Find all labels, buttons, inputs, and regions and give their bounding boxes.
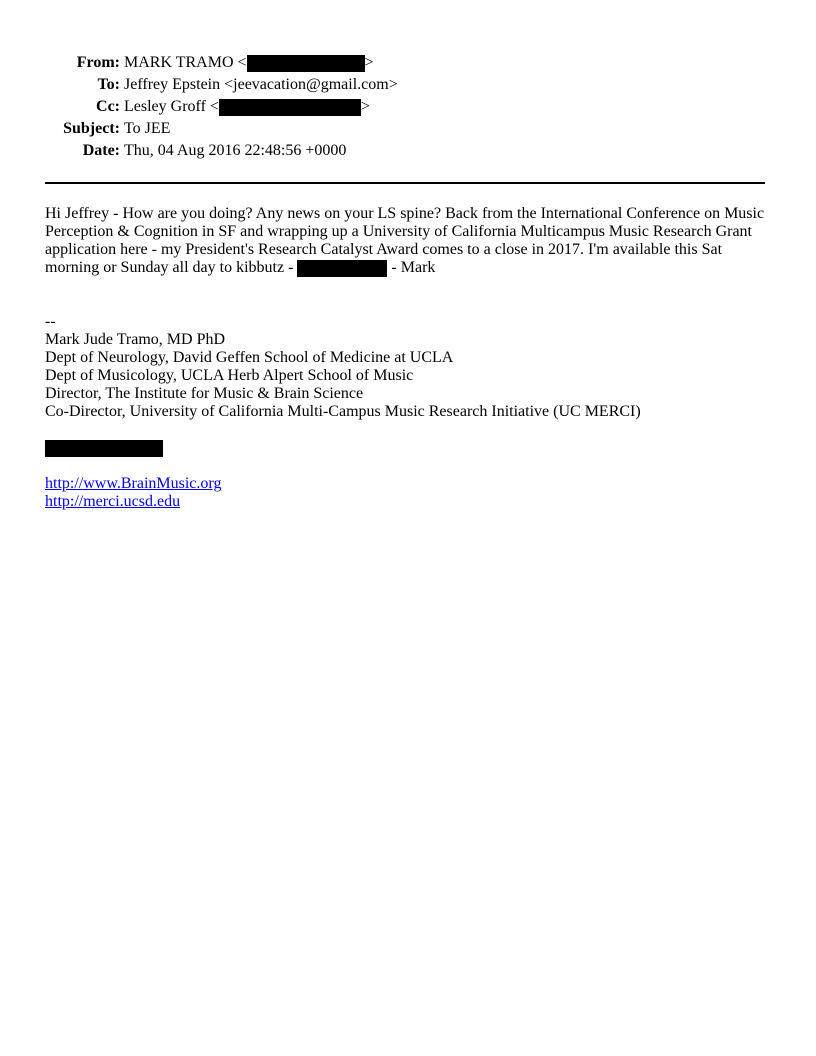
redacted-email-block xyxy=(247,55,365,72)
redacted-contact-block xyxy=(45,440,163,457)
email-body xyxy=(45,205,770,277)
body-sign-off: - Mark xyxy=(391,259,436,276)
signature-line-codirector: Co-Director, University of California Multi-Campus Music Research Initiative (UC MERCI) xyxy=(45,403,641,420)
redacted-phone-block xyxy=(297,260,387,277)
to-value: Jeffrey Epstein <jeevacation@gmail.com> xyxy=(124,76,398,93)
date-row xyxy=(45,140,398,162)
signature-name: Mark Jude Tramo, MD PhD xyxy=(45,331,226,348)
redacted-email-block xyxy=(219,99,361,116)
email-signature xyxy=(45,313,770,511)
subject-value: To JEE xyxy=(124,120,171,137)
from-name: MARK TRAMO < xyxy=(124,54,247,71)
date-label: Date: xyxy=(82,142,120,159)
from-row xyxy=(45,52,398,74)
redacted-contact-row xyxy=(45,439,770,457)
signature-separator: -- xyxy=(45,313,56,330)
cc-label: Cc: xyxy=(96,98,120,115)
signature-links xyxy=(45,475,770,511)
signature-line-musicology: Dept of Musicology, UCLA Herb Alpert School of Music xyxy=(45,367,414,384)
email-header xyxy=(45,52,398,162)
cc-value xyxy=(124,96,370,118)
from-value xyxy=(124,52,374,74)
cc-close: > xyxy=(360,98,370,115)
to-label: To: xyxy=(97,76,120,93)
from-label: From: xyxy=(76,54,120,71)
subject-row xyxy=(45,118,398,140)
date-value: Thu, 04 Aug 2016 22:48:56 +0000 xyxy=(124,142,347,159)
signature-line-director: Director, The Institute for Music & Brain Science xyxy=(45,385,364,402)
from-close: > xyxy=(364,54,374,71)
body-text: Hi Jeffrey - How are you doing? Any news on your LS spine? Back from the International Conference on Music Perception & Cognition in SF and wrapping up a University of California Multicampus Music Research Grant application here - my President's Research Catalyst Award comes to a close in 2017. I'm available this Sat morning or Sunday all day to kibbutz - xyxy=(45,205,765,276)
to-row xyxy=(45,74,398,96)
cc-name: Lesley Groff < xyxy=(124,98,219,115)
signature-line-neurology: Dept of Neurology, David Geffen School of Medicine at UCLA xyxy=(45,349,454,366)
cc-row xyxy=(45,96,398,118)
brainmusic-link[interactable]: http://www.BrainMusic.org xyxy=(45,475,222,492)
header-divider xyxy=(45,182,765,184)
merci-link[interactable]: http://merci.ucsd.edu xyxy=(45,493,181,510)
subject-label: Subject: xyxy=(63,120,120,137)
